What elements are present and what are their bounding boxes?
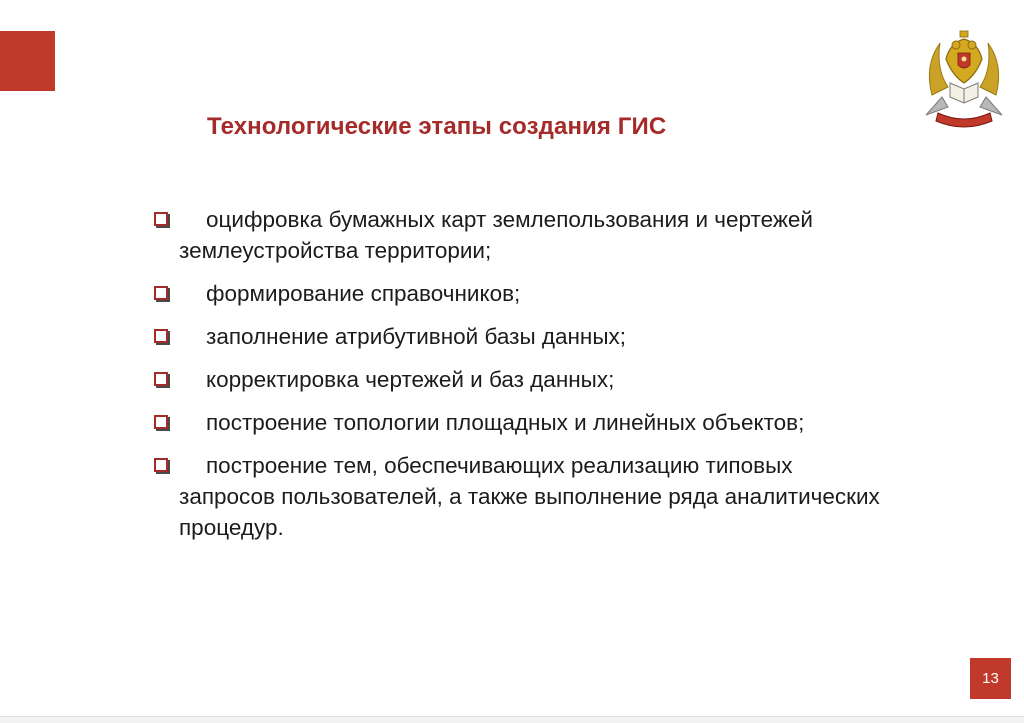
list-item — [152, 364, 892, 395]
list-item-text: корректировка чертежей и баз данных; — [206, 367, 615, 392]
list-item — [152, 204, 892, 266]
ranepa-emblem-icon — [922, 25, 1006, 133]
list-item-text: построение тем, обеспечивающих реализацию типовых запросов пользователей, а также выполнение ряда аналитических процедур. — [179, 453, 880, 540]
corner-accent-square — [0, 31, 55, 91]
list-item-text: оцифровка бумажных карт землепользования и чертежей землеустройства территории; — [179, 207, 813, 263]
list-item — [152, 278, 892, 309]
checkbox-bullet-icon — [154, 458, 168, 472]
checkbox-bullet-icon — [154, 415, 168, 429]
checkbox-bullet-icon — [154, 329, 168, 343]
checkbox-bullet-icon — [154, 212, 168, 226]
slide-title: Технологические этапы создания ГИС — [207, 113, 667, 140]
list-item-text: формирование справочников; — [206, 281, 521, 306]
list-item-text: построение топологии площадных и линейных объектов; — [206, 410, 805, 435]
list-item-text: заполнение атрибутивной базы данных; — [206, 324, 627, 349]
checkbox-bullet-icon — [154, 372, 168, 386]
bullet-list — [152, 204, 892, 555]
checkbox-bullet-icon — [154, 286, 168, 300]
page-number-badge: 13 — [970, 658, 1011, 699]
list-item — [152, 407, 892, 438]
list-item — [152, 450, 892, 543]
list-item — [152, 321, 892, 352]
